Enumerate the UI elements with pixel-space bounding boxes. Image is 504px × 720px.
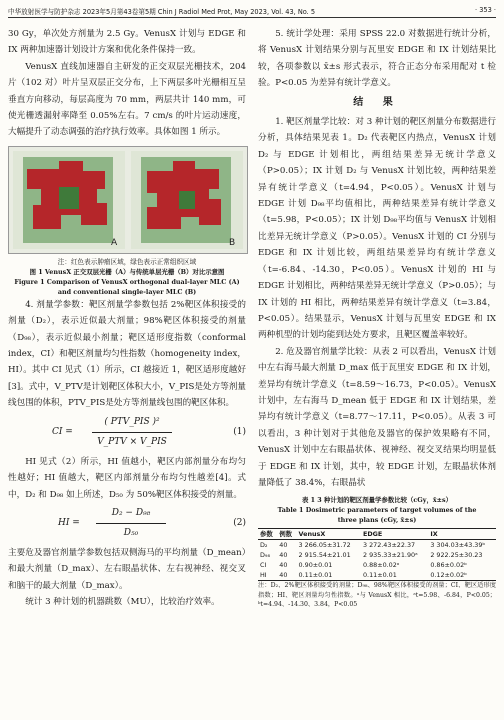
- paragraph: 1. 靶区剂量学比较：对 3 种计划的靶区剂量分布数据进行分析，具体结果见表 1。D₂ 代表靶区内热点，VenusX 计划 D₂ 与 EDGE 计划相比，两组结果差异无统计学意义（P>0.05）；IX 计划 D₂ 与 VenusX 计划比较，两种结果差异有统计学意义（t=4.94，P<0.05）。VenusX 计划与 EDGE 计划 D₉₈平均值相比，两种结果差异有统计学意义（t=5.98，P<0.05）；IX 计划 D₉₈平均值与 VenusX 计划相比差异无统计学意义（P>0.05）。VenusX 计划的 CI 分别与 EDGE 和 IX 计划比较，两组结果差异均有统计学意义（t=-6.84、-14.30，P<0.05）。VenusX 计划的 HI 与 EDGE 计划相比，两种结果差异无统计学意义（P>0.05）；与 IX 计划的 HI 相比，两种结果差异有统计学意义（t=3.84，P<0.05）。结果显示，VenusX 计划与瓦里安 EDGE 和 IX 两种机型的计划均能到达处方要求，且靶区覆盖率较好。: [258, 117, 496, 341]
- table-cell: 2 922.25±30.23: [430, 551, 483, 560]
- formula-lhs: HI =: [58, 517, 80, 528]
- page-number: · 353 ·: [475, 6, 496, 14]
- panel-a-label: A: [111, 237, 118, 248]
- equation-number: (2): [233, 517, 246, 528]
- formula-denominator: D₅₀: [123, 527, 139, 538]
- formula-numerator: D₂ − D₉₈: [111, 507, 151, 518]
- table-cell: 40: [279, 541, 288, 550]
- table-row: [258, 550, 496, 560]
- table-cell: 2 915.54±21.01: [298, 551, 351, 560]
- header-rule: [8, 17, 496, 18]
- paragraph: HI 见式（2）所示，HI 值越小，靶区内部剂量分布均匀性越好；HI 值越大，靶区内部剂量分布均匀性越差[4]。式中，D₂ 和 D₉₈ 如上所述，D₅₀ 为 50%靶区体积接受的剂量。: [8, 456, 246, 500]
- figure-caption-en: Figure 1 Comparison of VenusX orthogonal dual-layer MLC (A) and conventional single-layer MLC (B): [14, 277, 240, 296]
- formula-numerator: ( PTV_PIS )²: [104, 416, 160, 427]
- table-cell: 40: [279, 571, 288, 580]
- formula-hi: [8, 503, 246, 545]
- table-cell: 0.90±0.01: [298, 561, 333, 570]
- table-cell: 2 935.33±21.90ᵃ: [362, 551, 418, 560]
- table-cell: 3 272.43±22.37: [362, 541, 416, 550]
- table-cell: 3 266.05±31.72: [298, 541, 351, 550]
- table-header: 例数: [279, 530, 293, 539]
- table-title-en: Table 1 Dosimetric parameters of target volumes of the: [277, 506, 477, 515]
- table-header: EDGE: [362, 530, 383, 539]
- paragraph: VenusX 直线加速器自主研发的正交双层光栅技术，204 片（102 对）叶片呈双层正交分布，上下两层多叶光栅相互呈垂直方向移动，每层高度为 70 mm，两层共计 140 mm，可使光栅透漏射率降至 0.05%左右。7 cm/s 的叶片运动速度，大幅提升了动态调强的治疗执行效率。具体如图 1 所示。: [8, 61, 246, 138]
- table-cell: 40: [279, 561, 288, 570]
- table-cell: D₂: [260, 541, 268, 550]
- figure-caption-cn: 图 1 VenusX 正交双层光栅（A）与传统单层光栅（B）对比示意图: [29, 267, 225, 276]
- table-cell: HI: [260, 571, 267, 580]
- table-cell: 0.12±0.02ᵇ: [430, 571, 467, 580]
- formula-ci: [8, 412, 246, 454]
- panel-b-label: B: [229, 237, 236, 248]
- paragraph: 5. 统计学处理：采用 SPSS 22.0 对数据进行统计分析，将 VenusX 计划结果分别与瓦里安 EDGE 和 IX 计划结果比较，各项参数以 x̄±s 形式表示，符合正态分布采用配对 t 检验。P<0.05 为差异有统计学意义。: [258, 29, 496, 89]
- table-header: 参数: [260, 530, 273, 539]
- table-cell: 0.88±0.02ᵃ: [362, 561, 400, 570]
- table-row: [258, 560, 496, 570]
- mlc-comparison-diagram: [9, 147, 247, 253]
- table-header: IX: [430, 530, 438, 539]
- paragraph: 30 Gy，单次处方剂量为 2.5 Gy。VenusX 计划与 EDGE 和 IX 两种加速器计划设计方案和优化条件保持一致。: [8, 29, 246, 56]
- panel-b-normal-region: [179, 191, 195, 209]
- section-title-results: 结 果: [353, 96, 401, 108]
- running-header: [8, 4, 496, 17]
- formula-denominator: V_PTV × V_PIS: [97, 436, 167, 447]
- paragraph: 主要危及器官剂量学参数包括双侧海马的平均剂量（D_mean）和最大剂量（D_max）、左右眼晶状体、左右视神经、视交叉和脑干的最大剂量（D_max）。: [8, 547, 246, 591]
- table-header-row: [258, 529, 496, 540]
- table-cell: 3 304.03±43.39ᵇ: [430, 541, 486, 550]
- right-column: [258, 26, 496, 610]
- journal-citation: 中华放射医学与防护杂志 2023年5月第43卷第5期 Chin J Radiol Med Prot, May 2023, Vol. 43, No. 5: [8, 8, 316, 16]
- table-title-en-2: three plans (cGy, x̄±s): [337, 516, 417, 525]
- table-row: [258, 540, 496, 551]
- figure-note: 注：红色表示肿瘤区域，绿色表示正常组织区域: [57, 257, 197, 266]
- table-cell: 0.11±0.01: [298, 571, 333, 580]
- table-cell: 0.11±0.01: [362, 571, 397, 580]
- figure-1: [8, 146, 248, 254]
- table-header: VenusX: [298, 530, 326, 539]
- left-column: [8, 26, 246, 611]
- table-row: [258, 570, 496, 581]
- table-cell: CI: [260, 561, 267, 570]
- table-1: [258, 528, 496, 581]
- paragraph: 2. 危及器官剂量学比较：从表 2 可以看出，VenusX 计划中左右海马最大剂量 D_max 低于瓦里安 EDGE 和 IX 计划，差异均有统计学意义（t=8.59～16.73，P<0.05）。VenusX 计划中，左右海马 D_mean 低于 EDGE 和 IX 计划结果，差异均有统计学意义（t=8.77～17.11，P<0.05）。从表 3 可以看出，3 种计划对于其他危及器官的保护效果略有不同，VenusX 计划中左右眼晶状体、视神经、视交叉结果均明显低于 EDGE 和 IX 计划，其中，较 EDGE 计划，左眼晶状体剂量降低了 38.4%，右眼晶状: [258, 346, 496, 488]
- equation-number: (1): [233, 426, 246, 437]
- table-cell: 0.86±0.02ᵇ: [430, 561, 467, 570]
- table-cell: D₉₈: [260, 551, 271, 560]
- table-note: 注：D₂、2%靶区体积接受的剂量；D₉₈、98%靶区体积接受的剂量；CI、靶区适形度指数；HI、靶区剂量均匀性指数。ᵃ与 VenusX 相比，ᵃt=5.98、-6.84，P<0.05；ᵇt=4.94、-14.30、3.84，P<0.05: [258, 582, 496, 609]
- formula-lhs: CI =: [52, 426, 73, 437]
- table-cell: 40: [279, 551, 288, 560]
- table-title-cn: 表 1 3 种计划的靶区剂量学参数比较（cGy，x̄±s）: [301, 496, 453, 505]
- paragraph: 4. 剂量学参数：靶区剂量学参数包括 2%靶区体积接受的剂量（D₂），表示近似最大剂量；98%靶区体积接受的剂量（D₉₈），表示近似最小剂量；靶区适形度指数（conformal index，CI）和靶区剂量均匀性指数（homogeneity index，HI）。其中 CI 见式（1）所示，CI 越接近 1，靶区适形度越好[3]。式中，V_PTV是计划靶区体积大小，V_PIS是处方等剂量线包围的体积，PTV_PIS是处方等剂量线包围的靶区体积。: [8, 299, 246, 409]
- paragraph: 统计 3 种计划的机器跳数（MU），比较治疗效率。: [25, 597, 220, 608]
- panel-a-normal-region: [59, 187, 79, 209]
